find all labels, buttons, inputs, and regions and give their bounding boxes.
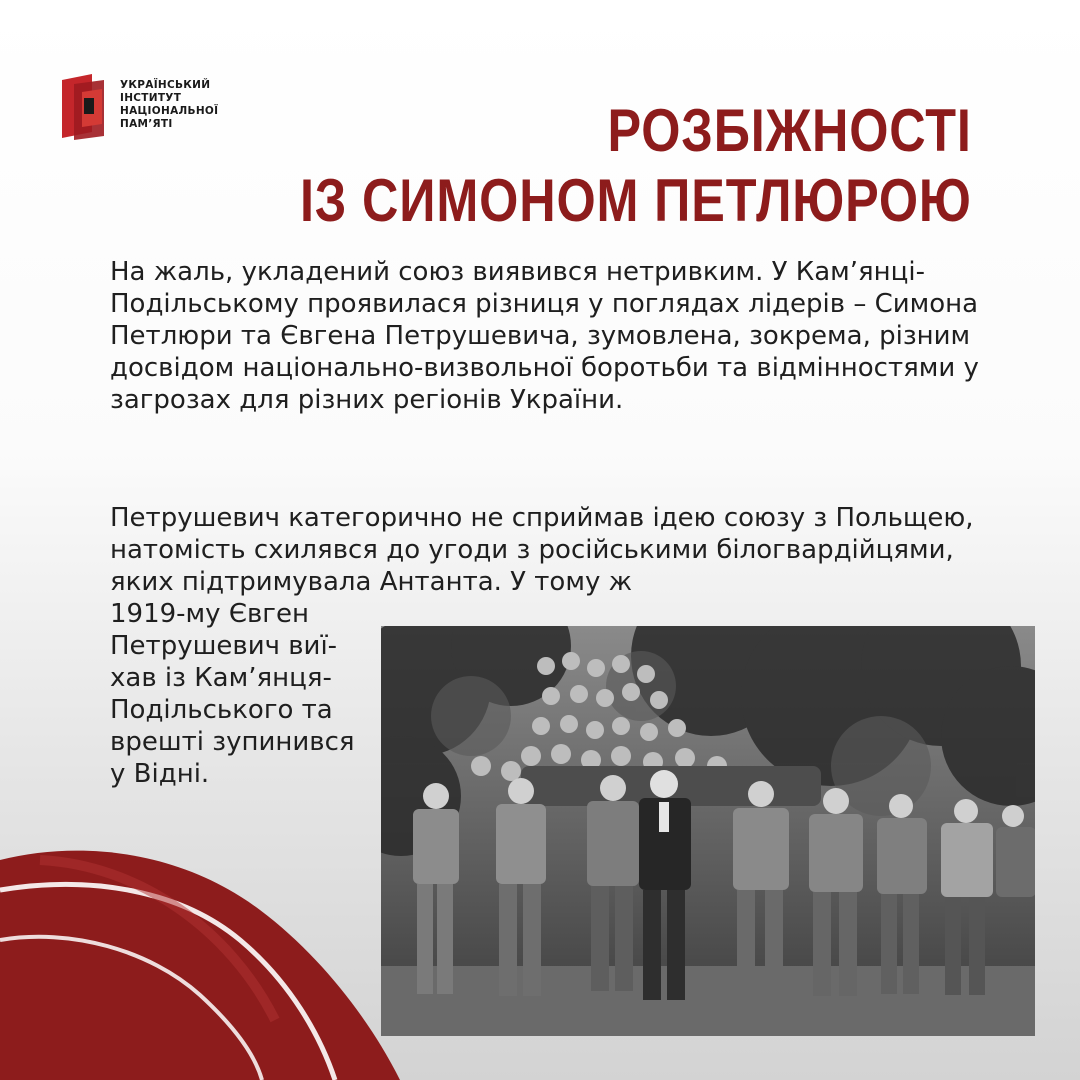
side-line-5: врешті зупинився xyxy=(110,727,355,757)
logo-line-1: УКРАЇНСЬКИЙ xyxy=(120,79,211,91)
logo-line-4: ПАМ’ЯТІ xyxy=(120,118,173,130)
logo-line-3: НАЦІОНАЛЬНОЇ xyxy=(120,105,219,117)
side-line-6: у Відні. xyxy=(110,759,210,789)
side-line-3: хав із Кам’янця- xyxy=(110,663,332,693)
institute-logo xyxy=(62,74,242,144)
group-photo-illustration xyxy=(381,626,1035,1036)
institute-logo-mark-icon xyxy=(62,74,110,140)
side-line-1: 1919-му Євген xyxy=(110,599,309,629)
historical-group-photo xyxy=(381,626,1035,1036)
side-line-4: Подільського та xyxy=(110,695,333,725)
paragraph-2-continuation xyxy=(110,598,372,790)
side-line-2: Петрушевич виї- xyxy=(110,631,338,661)
paragraph-2: Петрушевич категорично не сприймав ідею союзу з Польщею, натомість схилявся до угоди з російськими білогвардійцями, яких підтримувала Антанта. У тому ж xyxy=(110,503,974,597)
logo-line-2: ІНСТИТУТ xyxy=(120,92,182,104)
title-line-2: ІЗ СИМОНОМ ПЕТЛЮРОЮ xyxy=(300,167,972,234)
decorative-red-wave xyxy=(0,820,400,1080)
page-title xyxy=(300,96,972,236)
logo-text xyxy=(120,79,218,131)
title-line-1: РОЗБІЖНОСТІ xyxy=(607,97,972,164)
paragraph-1: На жаль, укладений союз виявився нетривким. У Кам’янці-Подільському проявилася різниця у поглядах лідерів – Симона Петлюри та Євгена Петрушевича, зумовлена, зокрема, різним досвідом національно-визвольної боротьби та відмінностями у загрозах для різних регіонів України. xyxy=(110,257,979,415)
